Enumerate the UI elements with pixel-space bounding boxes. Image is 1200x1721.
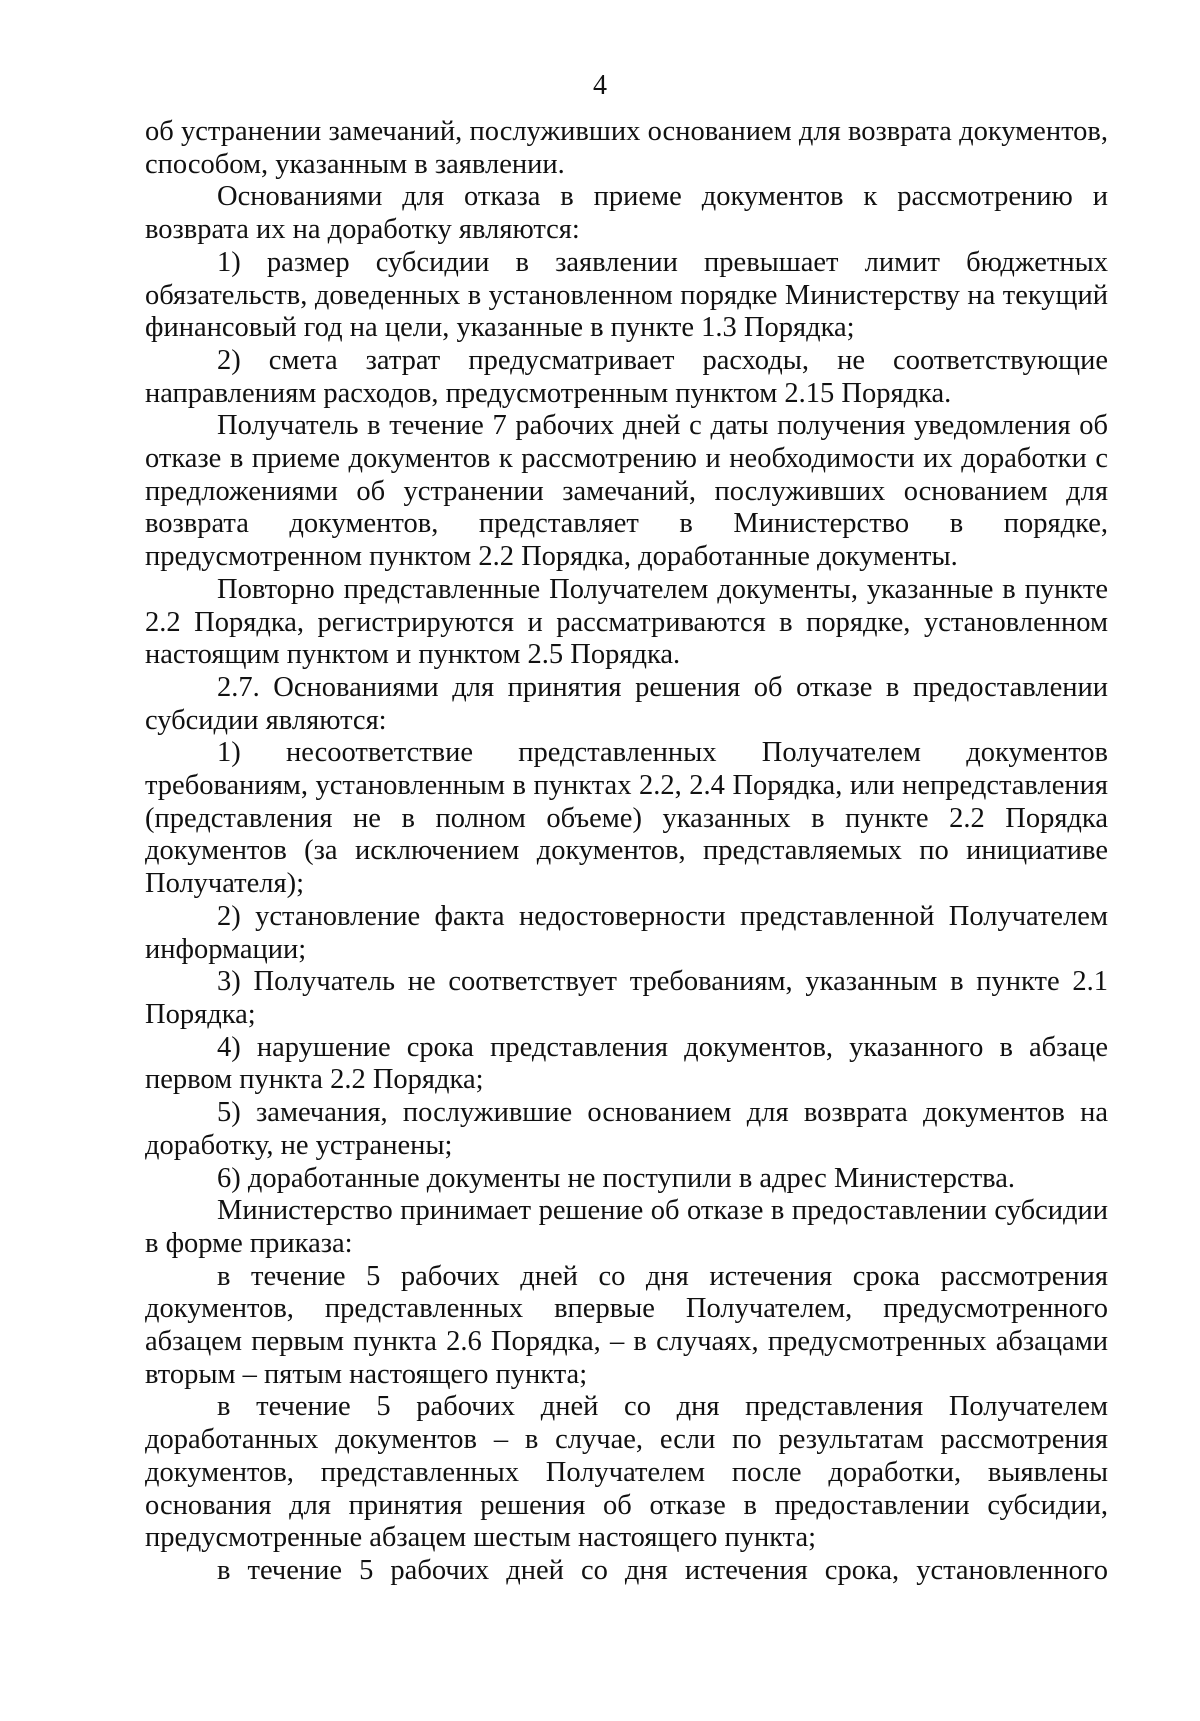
paragraph: в течение 5 рабочих дней со дня истечения срока, установленного (217, 1554, 1108, 1586)
paragraph: Повторно представленные Получателем документы, указанные в пункте 2.2 Порядка, регистрируются и рассматриваются в порядке, установленном настоящим пунктом и пунктом 2.5 Порядка. (145, 573, 1108, 671)
paragraph: 2) смета затрат предусматривает расходы, не соответствующие направлениям расходов, предусмотренным пунктом 2.15 Порядка. (145, 344, 1108, 409)
paragraph: 1) несоответствие представленных Получателем документов требованиям, установленным в пунктах 2.2, 2.4 Порядка, или непредставления (представления не в полном объеме) указанных в пункте 2.2 Порядка документов (за исключением документов, представляемых по инициативе Получателя); (145, 737, 1108, 900)
paragraph: Министерство принимает решение об отказе в предоставлении субсидии в форме приказа: (145, 1195, 1108, 1259)
paragraph: Основаниями для отказа в приеме документов к рассмотрению и возврата их на доработку являются: (145, 181, 1108, 246)
paragraph: 4) нарушение срока представления документов, указанного в абзаце первом пункта 2.2 Порядка; (145, 1031, 1108, 1096)
paragraph: в течение 5 рабочих дней со дня истечения срока рассмотрения документов, представленных впервые Получателем, предусмотренного абзацем первым пункта 2.6 Порядка, – в случаях, предусмотренных абзацами вторым – пятым настоящего пункта; (145, 1260, 1108, 1390)
paragraph: 3) Получатель не соответствует требованиям, указанным в пункте 2.1 Порядка; (145, 966, 1108, 1030)
paragraph: Получатель в течение 7 рабочих дней с даты получения уведомления об отказе в приеме документов к рассмотрению и необходимости их доработки с предложениями об устранении замечаний, послуживших основанием для возврата документов, представляет в Министерство в порядке, предусмотренном пунктом 2.2 Порядка, доработанные документы. (145, 410, 1108, 573)
paragraph: 5) замечания, послужившие основанием для возврата документов на доработку, не устранены; (145, 1097, 1108, 1161)
paragraph: об устранении замечаний, послуживших основанием для возврата документов, способом, указанным в заявлении. (145, 116, 1108, 180)
page-number: 4 (593, 70, 607, 101)
paragraph: 2.7. Основаниями для принятия решения об отказе в предоставлении субсидии являются: (145, 671, 1108, 736)
paragraph: 2) установление факта недостоверности представленной Получателем информации; (145, 900, 1108, 965)
paragraph: в течение 5 рабочих дней со дня представления Получателем доработанных документов – в случае, если по результатам рассмотрения документов, представленных Получателем после доработки, выявлены основания для принятия решения об отказе в предоставлении субсидии, предусмотренные абзацем шестым настоящего пункта; (145, 1391, 1108, 1554)
document-body (145, 116, 1108, 1588)
paragraph: 1) размер субсидии в заявлении превышает лимит бюджетных обязательств, доведенных в установленном порядке Министерству на текущий финансовый год на цели, указанные в пункте 1.3 Порядка; (145, 246, 1108, 344)
paragraph: 6) доработанные документы не поступили в адрес Министерства. (217, 1162, 1015, 1194)
